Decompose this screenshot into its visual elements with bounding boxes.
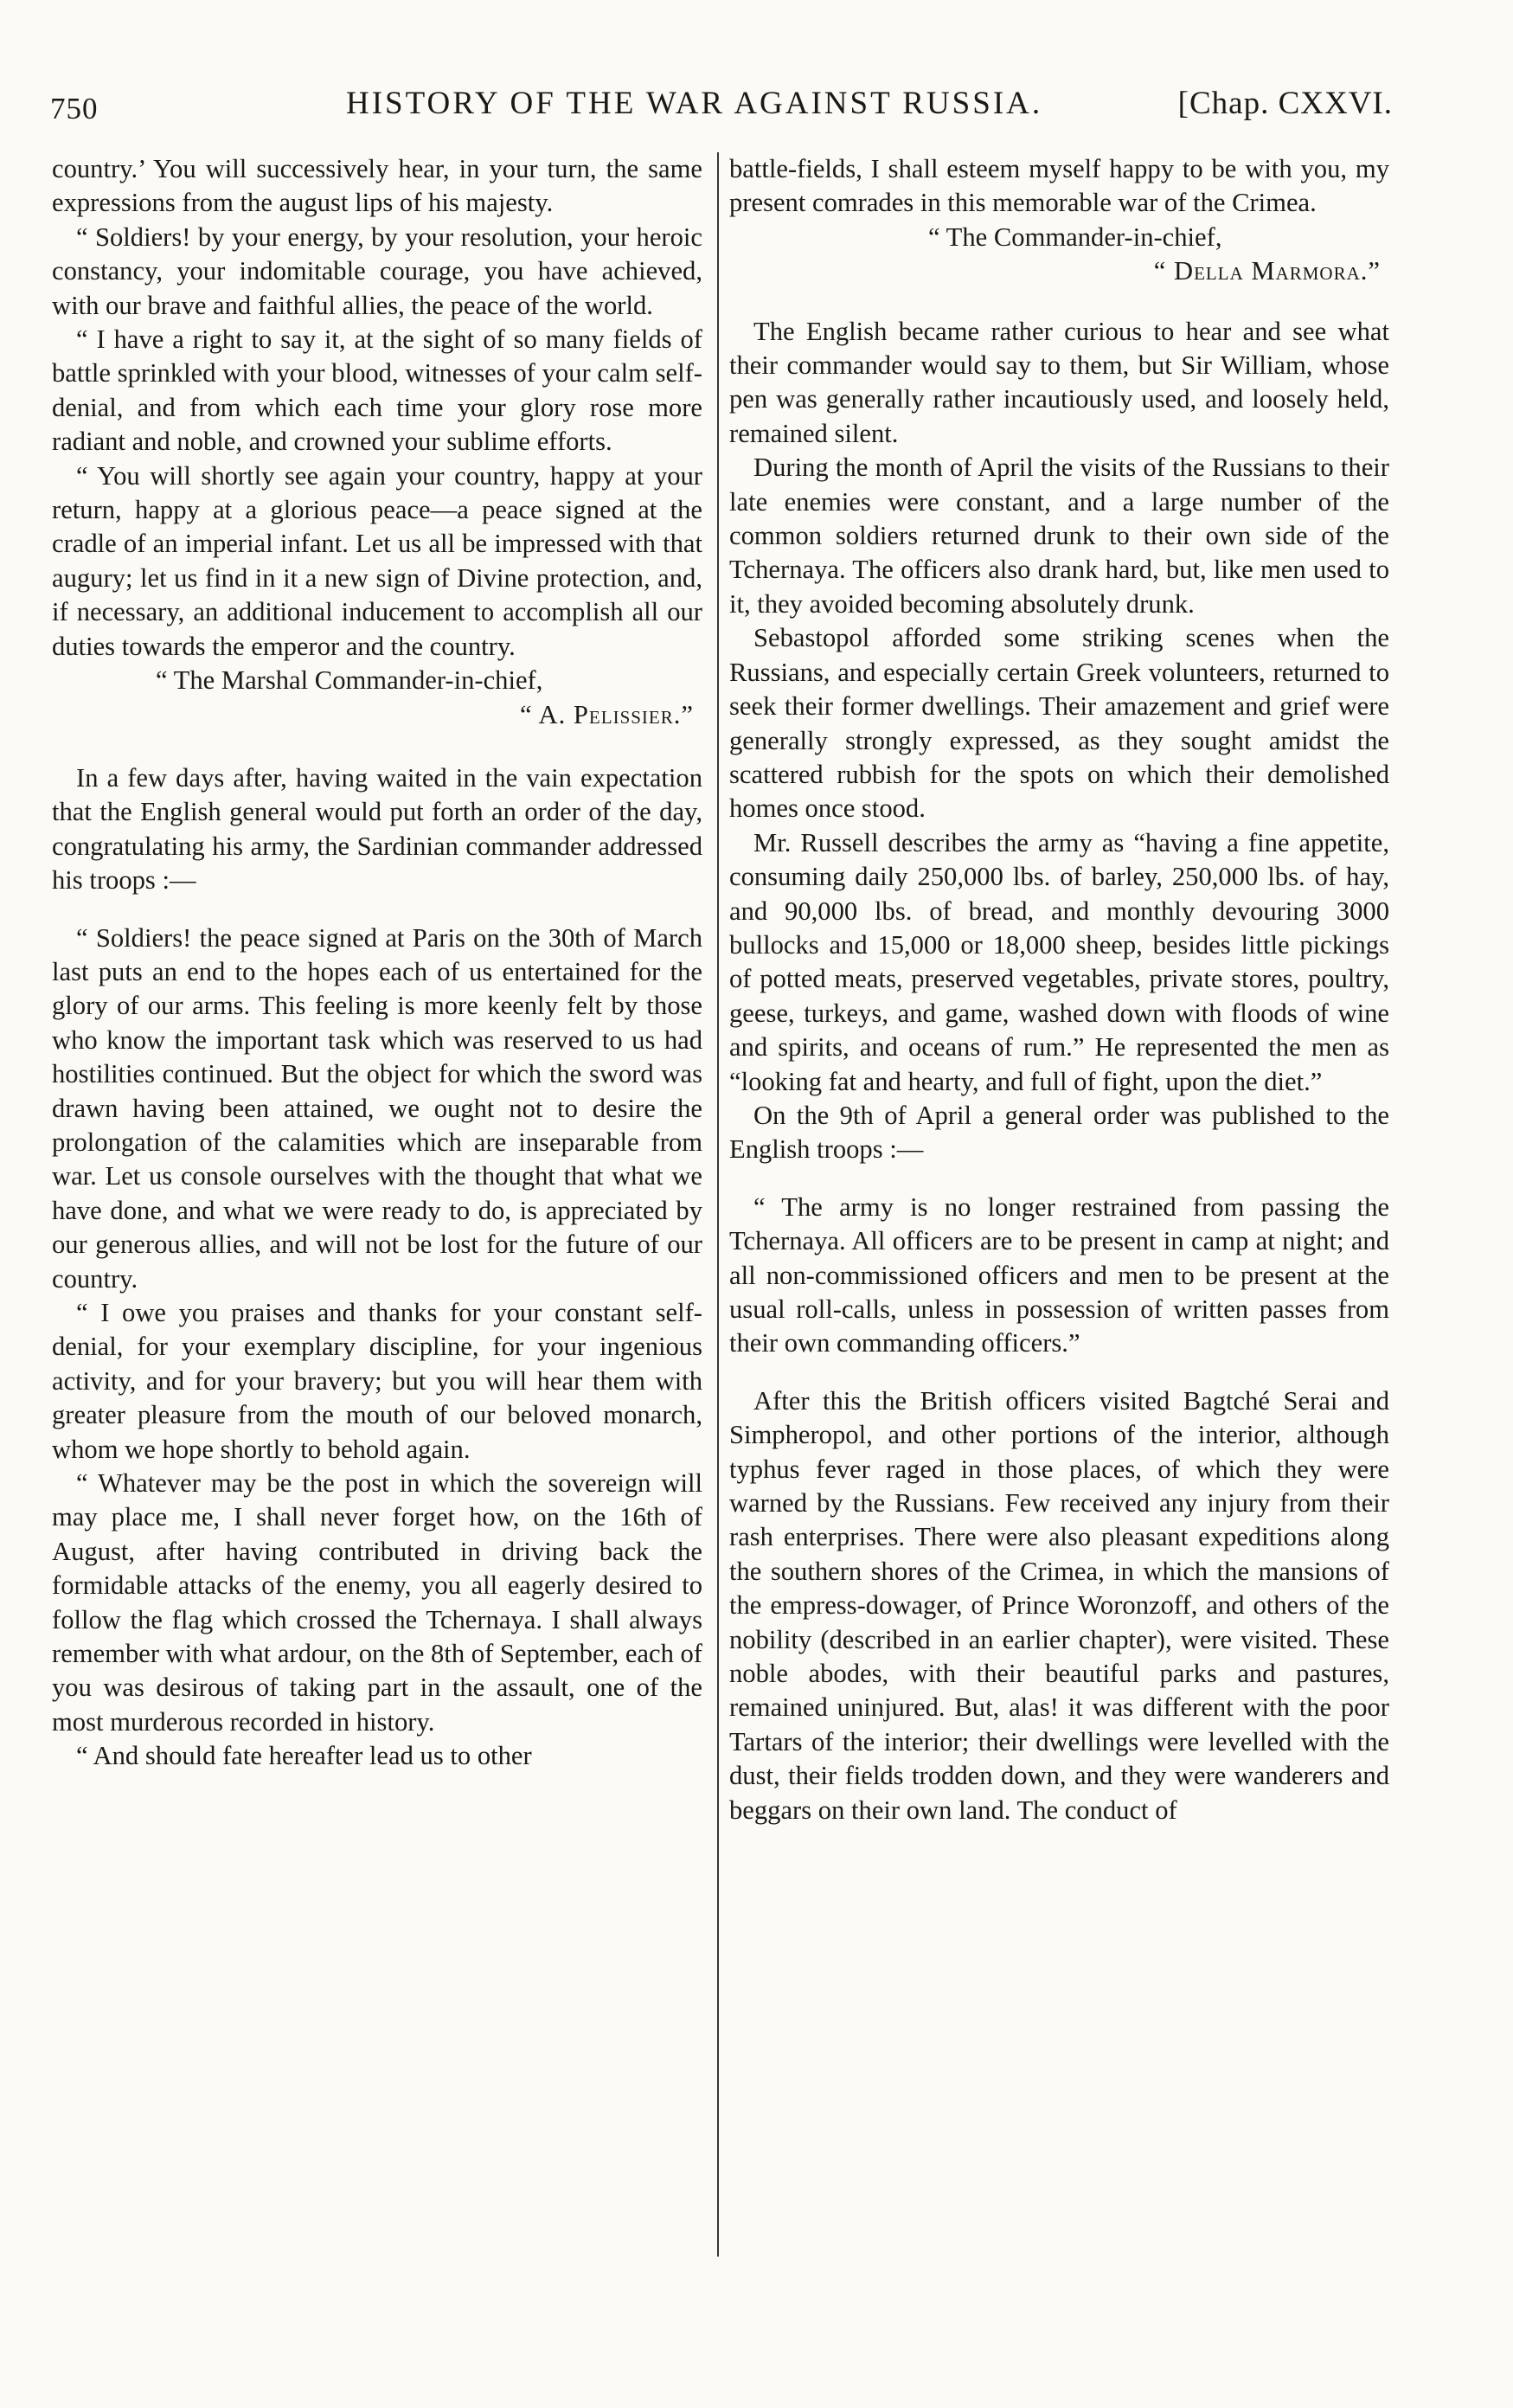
paragraph: “ And should fate hereafter lead us to other xyxy=(76,1741,532,1771)
left-column xyxy=(52,152,702,1774)
paragraph: “ Soldiers! by your energy, by your resolution, your heroic constancy, your indomitable courage, you have achieved, with our brave and faithful allies, the peace of the world. xyxy=(52,222,702,320)
paragraph: “ You will shortly see again your country, happy at your return, happy at a glorious peace—a peace signed at the cradle of an imperial infant. Let us all be impressed with that augury; let us find in it a new sign of Divine protection, and, if necessary, an additional inducement to accomplish all our duties towards the emperor and the country. xyxy=(52,460,702,661)
paragraph: After this the British officers visited Bagtché Serai and Simpheropol, and other portions of the interior, although typhus fever raged in those places, of which they were warned by the Russians. Few received any injury from their rash enterprises. There were also pleasant expeditions along the southern shores of the Crimea, in which the mansions of the empress-dowager, of Prince Woronzoff, and others of the nobility (described in an earlier chapter), were visited. These noble abodes, with their beautiful parks and pastures, remained uninjured. But, alas! it was different with the poor Tartars of the interior; their dwellings were levelled with the dust, their fields trodden down, and they were wanderers and beggars on their own land. The conduct of xyxy=(729,1385,1389,1825)
paragraph: The English became rather curious to hear and see what their commander would say to them, but Sir William, whose pen was generally rather incautiously used, and loosely held, remained silent. xyxy=(729,316,1389,448)
paragraph: During the month of April the visits of the Russians to their late enemies were constant, and a large number of the common soldiers returned drunk to their own side of the Tchernaya. The officers also drank hard, but, like men used to it, they avoided becoming absolutely drunk. xyxy=(729,453,1389,619)
paragraph: “ The army is no longer restrained from passing the Tchernaya. All officers are to be present in camp at night; and all non-commissioned officers and men to be present at the usual roll-calls, unless in possession of written passes from their own commanding officers.” xyxy=(729,1191,1389,1358)
paragraph: On the 9th of April a general order was published to the English troops :— xyxy=(729,1100,1389,1165)
running-title: HISTORY OF THE WAR AGAINST RUSSIA. xyxy=(346,86,1043,121)
paragraph: “ Soldiers! the peace signed at Paris on the 30th of March last puts an end to the hopes each of us entertained for the glory of our arms. This feeling is more keenly felt by those who know the important task which was reserved to us had hostilities continued. But the object for which the sword was drawn having been attained, we ought not to desire the prolongation of the calamities which are inseparable from war. Let us console ourselves with the thought that what we have done, and what we were ready to do, is appreciated by our generous allies, and will not be lost for the future of our country. xyxy=(52,922,702,1294)
signature-name: “ A. Pelissier.” xyxy=(519,699,694,729)
signature-title: “ The Marshal Commander-in-chief, xyxy=(156,665,543,696)
paragraph: “ Whatever may be the post in which the sovereign will may place me, I shall never forget how, on the 16th of August, after having contributed in driving back the formidable attacks of the enemy, you all eagerly desired to follow the flag which crossed the Tchernaya. I shall always remember with what ardour, on the 8th of September, each of you was desirous of taking part in the assault, one of the most murderous recorded in history. xyxy=(52,1468,702,1737)
right-column xyxy=(729,152,1389,1827)
column-divider xyxy=(717,152,719,2257)
chapter-label: [Chap. CXXVI. xyxy=(1177,86,1393,121)
page-number: 750 xyxy=(50,92,99,125)
paragraph: battle-fields, I shall esteem myself happy to be with you, my present comrades in this memorable war of the Crimea. xyxy=(729,154,1389,218)
paragraph: In a few days after, having waited in the vain expectation that the English general would put forth an order of the day, congratulating his army, the Sardinian commander addressed his troops :— xyxy=(52,762,702,896)
paragraph: Mr. Russell describes the army as “having a fine appetite, consuming daily 250,000 lbs. of barley, 250,000 lbs. of hay, and 90,000 lbs. of bread, and monthly devouring 3000 bullocks and 15,000 or 18,000 sheep, besides little pickings of potted meats, preserved vegetables, private stores, poultry, geese, turkeys, and game, washed down with floods of wine and spirits, and oceans of rum.” He represented the men as “looking fat and hearty, and full of fight, upon the diet.” xyxy=(729,827,1389,1096)
paragraph: “ I owe you praises and thanks for your constant self-denial, for your exemplary discipline, for your ingenious activity, and for your bravery; but you will hear them with greater pleasure from the mouth of our beloved monarch, whom we hope shortly to behold again. xyxy=(52,1298,702,1464)
paragraph: country.’ You will successively hear, in your turn, the same expressions from the august lips of his majesty. xyxy=(52,154,702,218)
paragraph: “ I have a right to say it, at the sight of so many fields of battle sprinkled with your blood, witnesses of your calm self-denial, and from which each time your glory rose more radiant and noble, and crowned your sublime efforts. xyxy=(52,324,702,457)
signature-title: “ The Commander-in-chief, xyxy=(928,222,1222,252)
page-header xyxy=(50,80,1393,132)
signature-name: “ Della Marmora.” xyxy=(1153,256,1381,286)
paragraph: Sebastopol afforded some striking scenes when the Russians, and especially certain Greek volunteers, returned to seek their former dwellings. Their amazement and grief were generally strongly expressed, as they sought amidst the scattered rubbish for the spots on which their demolished homes once stood. xyxy=(729,623,1389,824)
